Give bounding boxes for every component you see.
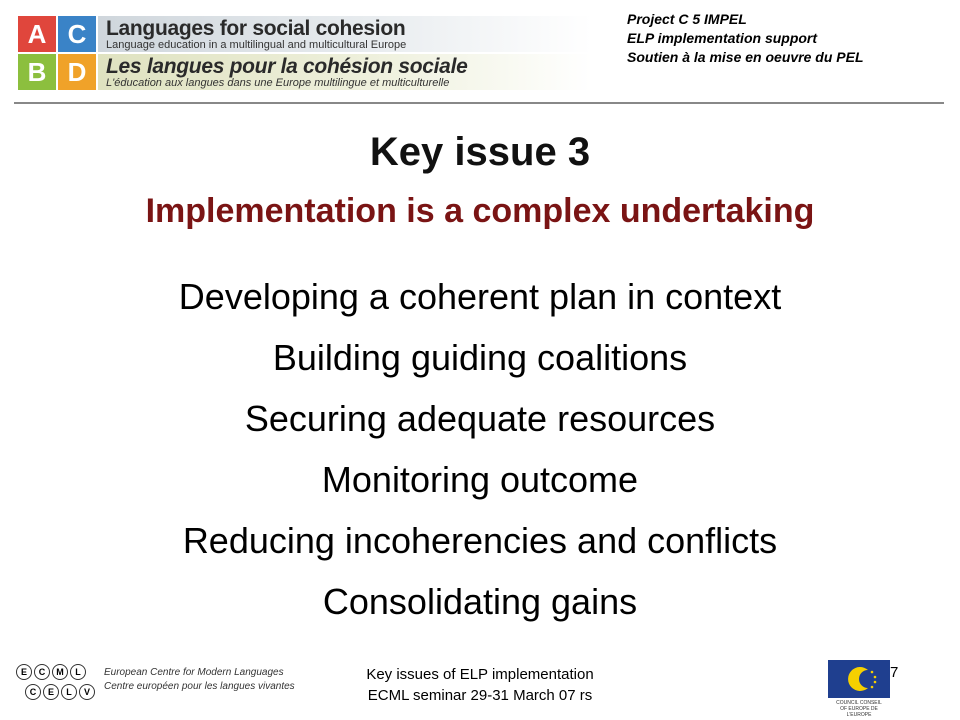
ecml-name: [104, 666, 295, 694]
list-item: Consolidating gains: [322, 581, 638, 622]
list-item: Securing adequate resources: [244, 398, 716, 439]
header-divider: [14, 102, 944, 104]
banner-french-subtitle: L'éducation aux langues dans une Europe multilingue et multiculturelle: [106, 77, 450, 89]
banner-english-title: Languages for social cohesion: [106, 17, 406, 40]
banner-english-subtitle: Language education in a multilingual and multicultural Europe: [106, 39, 407, 51]
project-info: [627, 10, 864, 67]
banner-english: [98, 16, 592, 52]
ecml-letter-m: M: [52, 664, 68, 680]
footer-line-1: Key issues of ELP implementation: [366, 666, 594, 683]
banner-french: [98, 54, 592, 90]
ecml-letter-e: E: [16, 664, 32, 680]
coe-caption-line-2: OF EUROPE DE L'EUROPE: [840, 706, 878, 718]
europe-flag-icon: [828, 660, 890, 698]
logo-tile-a: A: [18, 16, 56, 52]
ecml-letter-l: L: [70, 664, 86, 680]
ecml-name-french: Centre européen pour les langues vivantes: [104, 681, 295, 692]
banner-french-title: Les langues pour la cohésion sociale: [106, 55, 468, 78]
logo-tile-b: B: [18, 54, 56, 90]
ecml-letter-e2: E: [43, 684, 59, 700]
ecml-letter-l2: L: [61, 684, 77, 700]
slide-title: Key issue 3: [369, 130, 591, 174]
list-item: Monitoring outcome: [321, 459, 639, 500]
coe-caption-line-1: COUNCIL CONSEIL: [836, 700, 882, 706]
logo-tile-c: C: [58, 16, 96, 52]
list-item: Building guiding coalitions: [272, 337, 688, 378]
footer-caption: [330, 664, 630, 706]
page-number: 7: [890, 664, 899, 681]
ecml-letter-c2: C: [25, 684, 41, 700]
logo-tile-d: D: [58, 54, 96, 90]
coe-caption: [828, 700, 890, 718]
footer-line-2: ECML seminar 29-31 March 07 rs: [367, 687, 593, 704]
slide-subtitle: Implementation is a complex undertaking: [145, 192, 815, 230]
ecml-letter-c: C: [34, 664, 50, 680]
ecml-logo: [16, 660, 295, 708]
header-banner-logo: [12, 12, 592, 90]
project-line-1: Project C 5 IMPEL: [627, 11, 747, 27]
list-item: Reducing incoherencies and conflicts: [182, 520, 778, 561]
project-line-2: ELP implementation support: [627, 30, 818, 46]
ecml-letter-v: V: [79, 684, 95, 700]
ecml-name-english: European Centre for Modern Languages: [104, 667, 284, 678]
council-of-europe-logo: [828, 660, 890, 718]
project-line-3: Soutien à la mise en oeuvre du PEL: [627, 49, 864, 65]
list-item: Developing a coherent plan in context: [178, 276, 782, 317]
key-points-list: [0, 266, 960, 632]
